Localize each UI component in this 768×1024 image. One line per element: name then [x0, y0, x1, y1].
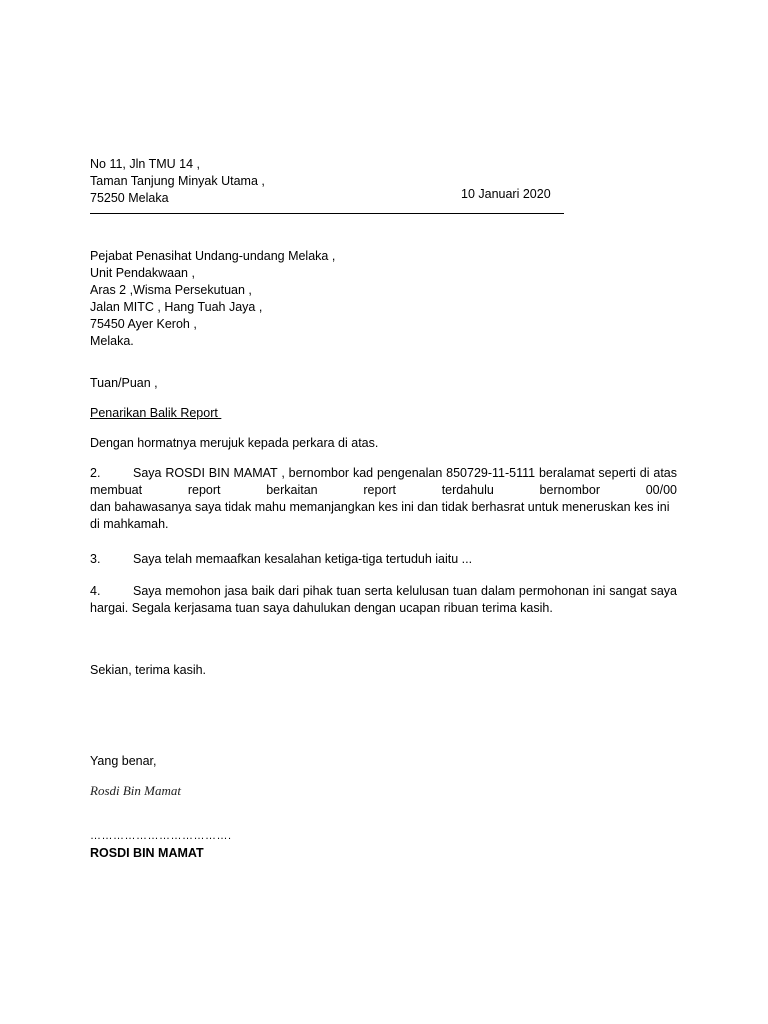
paragraph-line: hargai. Segala kerjasama tuan saya dahulukan dengan ucapan ribuan terima kasih.	[90, 601, 553, 615]
sender-address-line: Taman Tanjung Minyak Utama ,	[90, 174, 265, 188]
signatory-name: ROSDI BIN MAMAT	[90, 846, 204, 860]
paragraph-line: dan bahawasanya saya tidak mahu memanjangkan kes ini dan tidak berhasrat untuk meneruskan kes ini	[90, 500, 670, 514]
paragraph-number: 2.	[90, 466, 101, 480]
closing-sentence: Sekian, terima kasih.	[90, 663, 207, 677]
recipient-address-line: Jalan MITC , Hang Tuah Jaya ,	[90, 300, 263, 314]
sender-address-line: No 11, Jln TMU 14 ,	[90, 157, 200, 171]
recipient-address	[90, 248, 335, 350]
valediction: Yang benar,	[90, 754, 157, 768]
handwritten-signature: Rosdi Bin Mamat	[90, 783, 181, 798]
recipient-address-line: Unit Pendakwaan ,	[90, 266, 195, 280]
paragraph-3	[90, 551, 677, 568]
paragraph-line	[90, 465, 677, 482]
paragraph-number: 3.	[90, 552, 101, 566]
paragraph-text: Saya memohon jasa baik dari pihak tuan serta kelulusan tuan dalam permohonan ini sangat saya	[133, 584, 677, 598]
recipient-address-line: 75450 Ayer Keroh ,	[90, 317, 197, 331]
paragraph-line	[90, 583, 677, 600]
salutation: Tuan/Puan ,	[90, 376, 158, 390]
letter-date: 10 Januari 2020	[461, 187, 551, 201]
paragraph-number: 4.	[90, 584, 101, 598]
paragraph-line: di mahkamah.	[90, 517, 169, 531]
paragraph-2	[90, 465, 677, 533]
paragraph-4	[90, 583, 677, 617]
letter-subject: Penarikan Balik Report	[90, 406, 222, 420]
recipient-address-line: Melaka.	[90, 334, 134, 348]
signature-dotted-line: ……………………………….	[90, 830, 232, 842]
header-divider	[90, 213, 564, 214]
paragraph-text: Saya telah memaafkan kesalahan ketiga-tiga tertuduh iaitu ...	[133, 552, 473, 566]
sender-address-line: 75250 Melaka	[90, 191, 169, 205]
paragraph-line: membuat report berkaitan report terdahulu bernombor 00/00	[90, 483, 677, 497]
opening-sentence: Dengan hormatnya merujuk kepada perkara di atas.	[90, 436, 379, 450]
paragraph-text: Saya ROSDI BIN MAMAT , bernombor kad pengenalan 850729-11-5111 beralamat seperti di atas	[133, 466, 677, 480]
recipient-address-line: Aras 2 ,Wisma Persekutuan ,	[90, 283, 252, 297]
sender-address	[90, 156, 265, 207]
paragraph-line	[90, 551, 677, 568]
recipient-address-line: Pejabat Penasihat Undang-undang Melaka ,	[90, 249, 336, 263]
